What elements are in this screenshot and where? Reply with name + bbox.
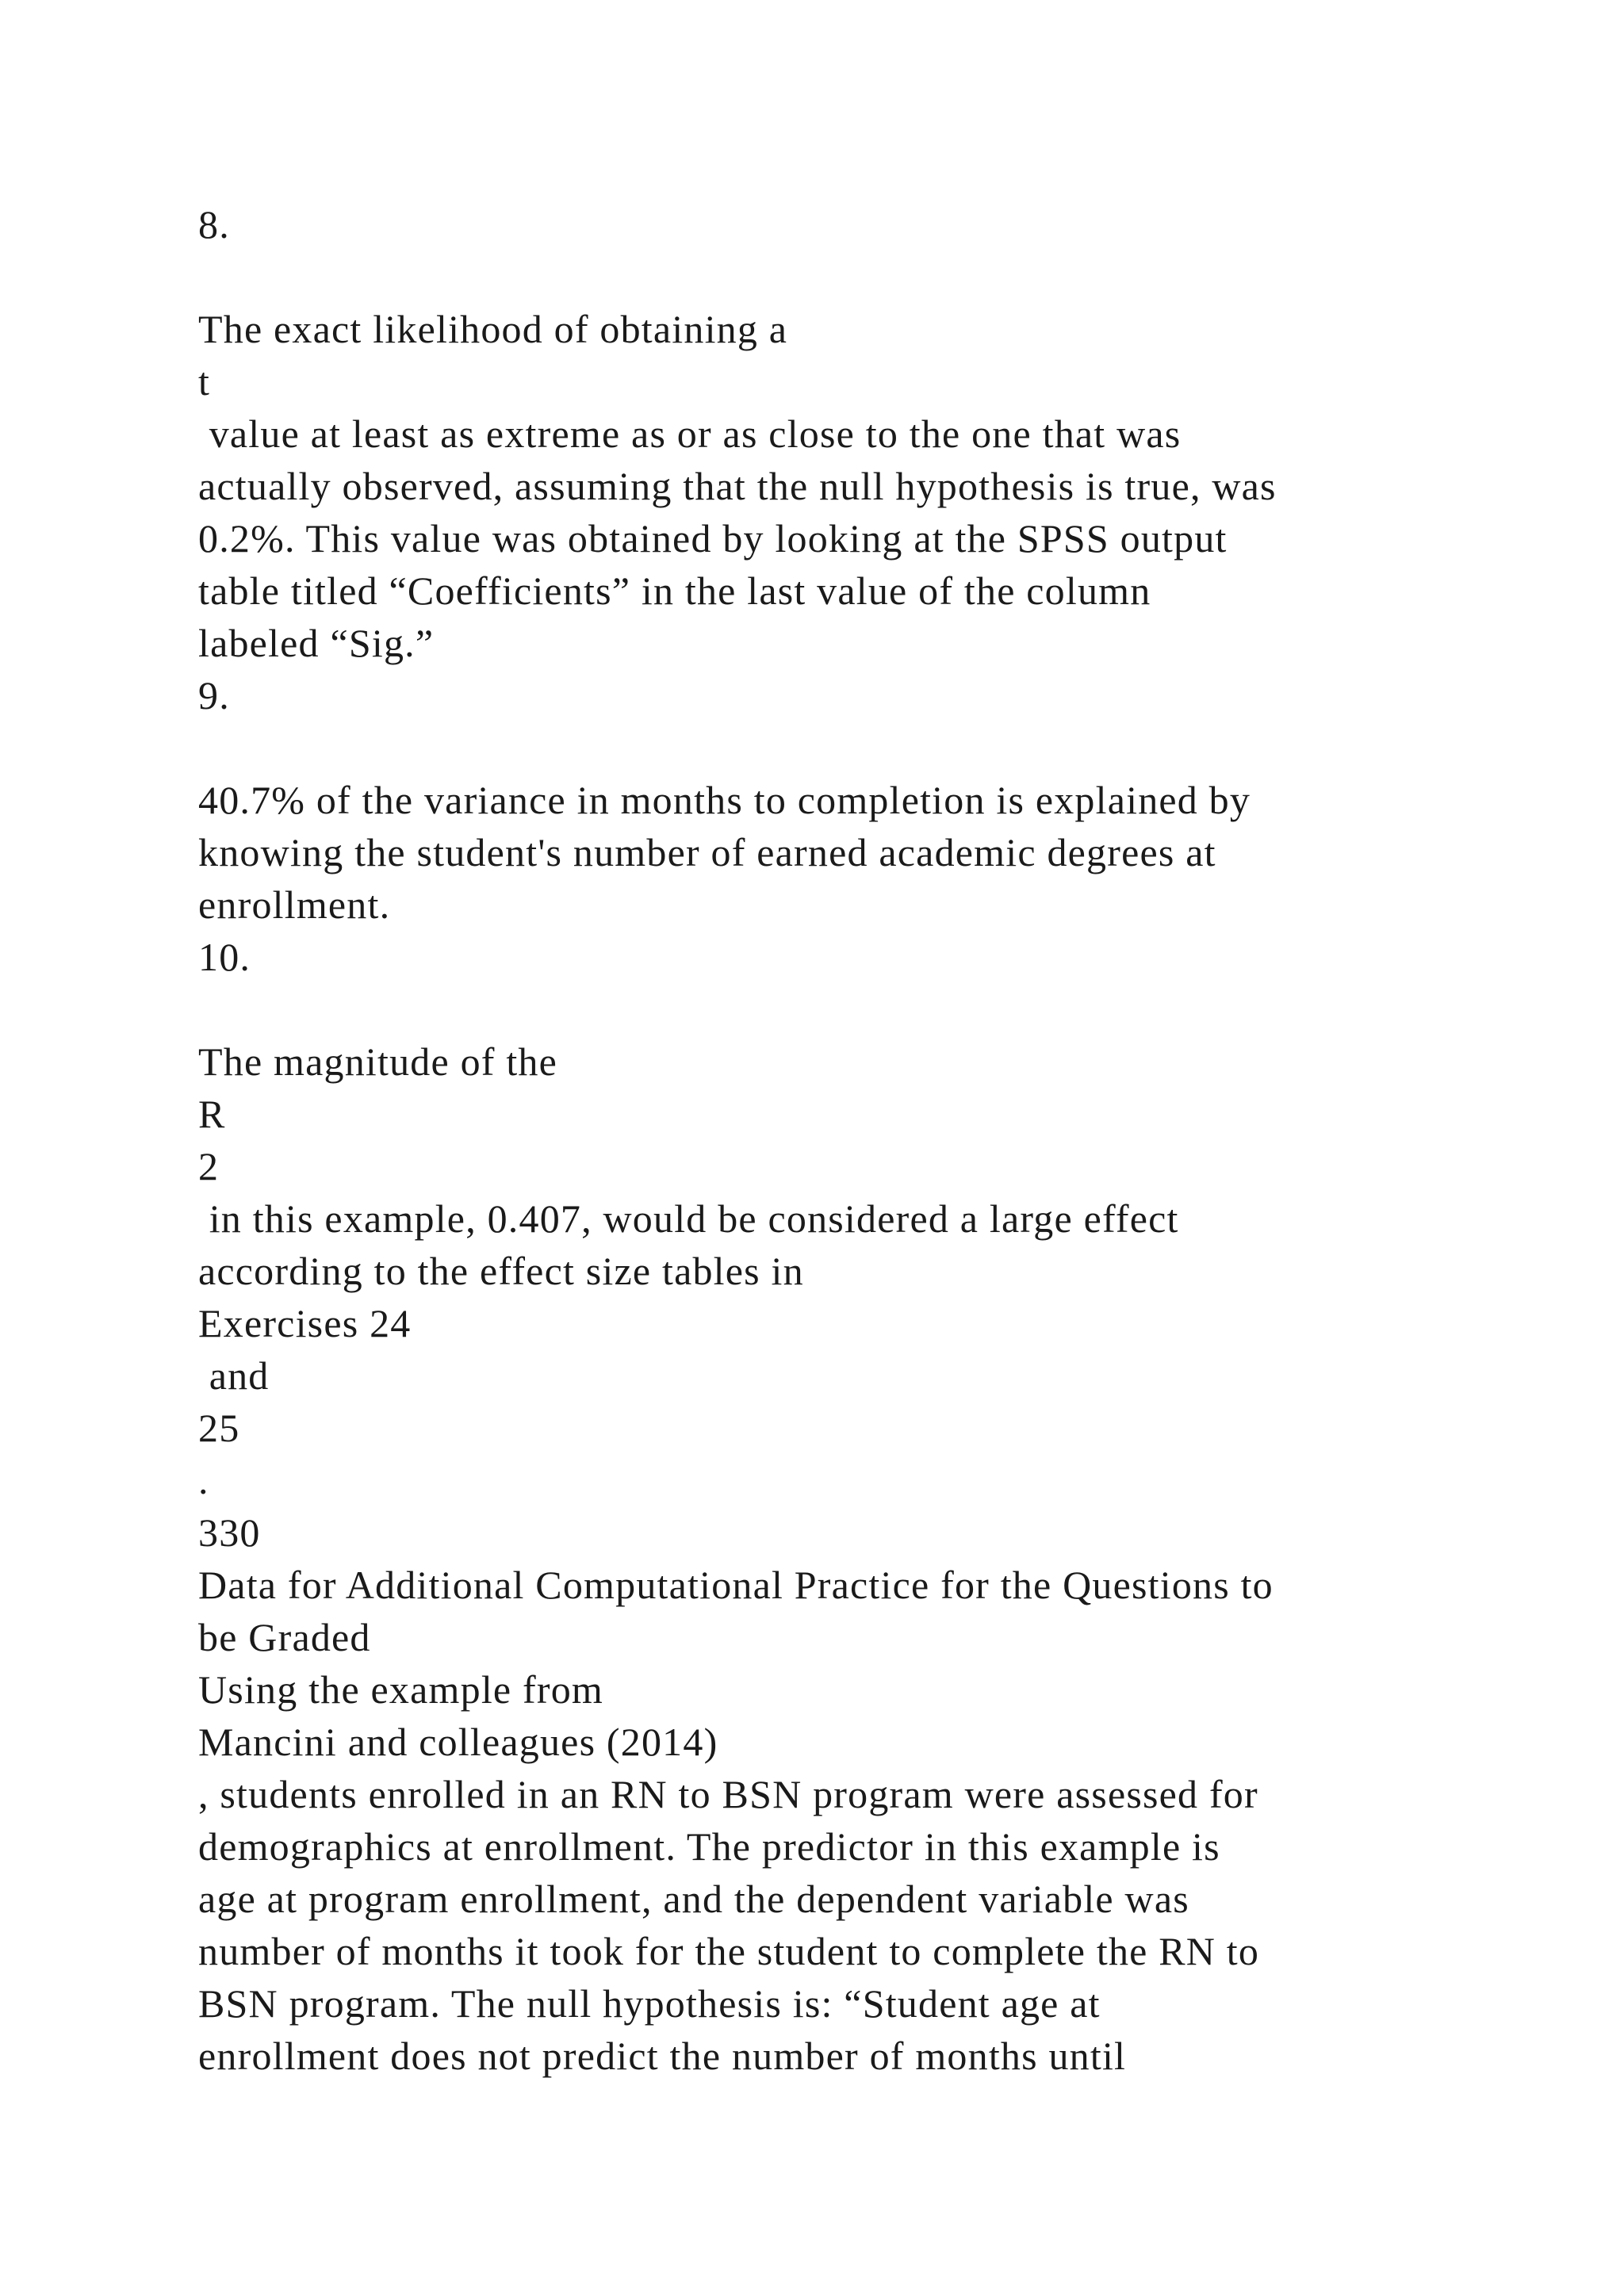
text-line: labeled “Sig.” — [198, 621, 435, 665]
text-line: and — [198, 1353, 270, 1398]
text-line: . — [198, 1458, 209, 1502]
text-line: Using the example from — [198, 1667, 603, 1712]
text-line: R — [198, 1092, 226, 1136]
text-line: value at least as extreme as or as close to the one that was — [198, 411, 1182, 456]
text-line: The magnitude of the — [198, 1039, 558, 1084]
text-line: enrollment. — [198, 882, 391, 927]
text-line: t — [198, 359, 211, 404]
text-line — [198, 721, 1546, 774]
text-line: enrollment does not predict the number of months until — [198, 2034, 1127, 2078]
text-line: 330 — [198, 1510, 261, 1555]
text-line: according to the effect size tables in — [198, 1249, 804, 1293]
text-line: 9. — [198, 673, 230, 718]
text-line: be Graded — [198, 1615, 371, 1659]
text-line: in this example, 0.407, would be considered a large effect — [198, 1196, 1179, 1241]
text-line: 40.7% of the variance in months to completion is explained by — [198, 778, 1251, 822]
text-line — [198, 983, 1546, 1035]
text-line: Exercises 24 — [198, 1301, 412, 1345]
text-line: , students enrolled in an RN to BSN program were assessed for — [198, 1772, 1258, 1816]
document-body — [198, 198, 1546, 2082]
text-line: age at program enrollment, and the dependent variable was — [198, 1877, 1189, 1921]
text-line: 2 — [198, 1144, 220, 1188]
text-line: table titled “Coefficients” in the last value of the column — [198, 568, 1151, 613]
text-line: The exact likelihood of obtaining a — [198, 307, 788, 351]
text-line: number of months it took for the student to complete the RN to — [198, 1929, 1260, 1973]
text-line — [198, 251, 1546, 303]
text-line: knowing the student's number of earned academic degrees at — [198, 830, 1216, 874]
text-line: 0.2%. This value was obtained by looking at the SPSS output — [198, 516, 1228, 561]
text-line: BSN program. The null hypothesis is: “Student age at — [198, 1981, 1101, 2026]
text-line: 10. — [198, 935, 251, 979]
text-line: 8. — [198, 202, 230, 247]
text-line: actually observed, assuming that the null hypothesis is true, was — [198, 464, 1277, 508]
text-line: Data for Additional Computational Practice for the Questions to — [198, 1563, 1274, 1607]
text-line: demographics at enrollment. The predictor in this example is — [198, 1824, 1220, 1869]
text-line: Mancini and colleagues (2014) — [198, 1720, 718, 1764]
text-line: 25 — [198, 1406, 240, 1450]
